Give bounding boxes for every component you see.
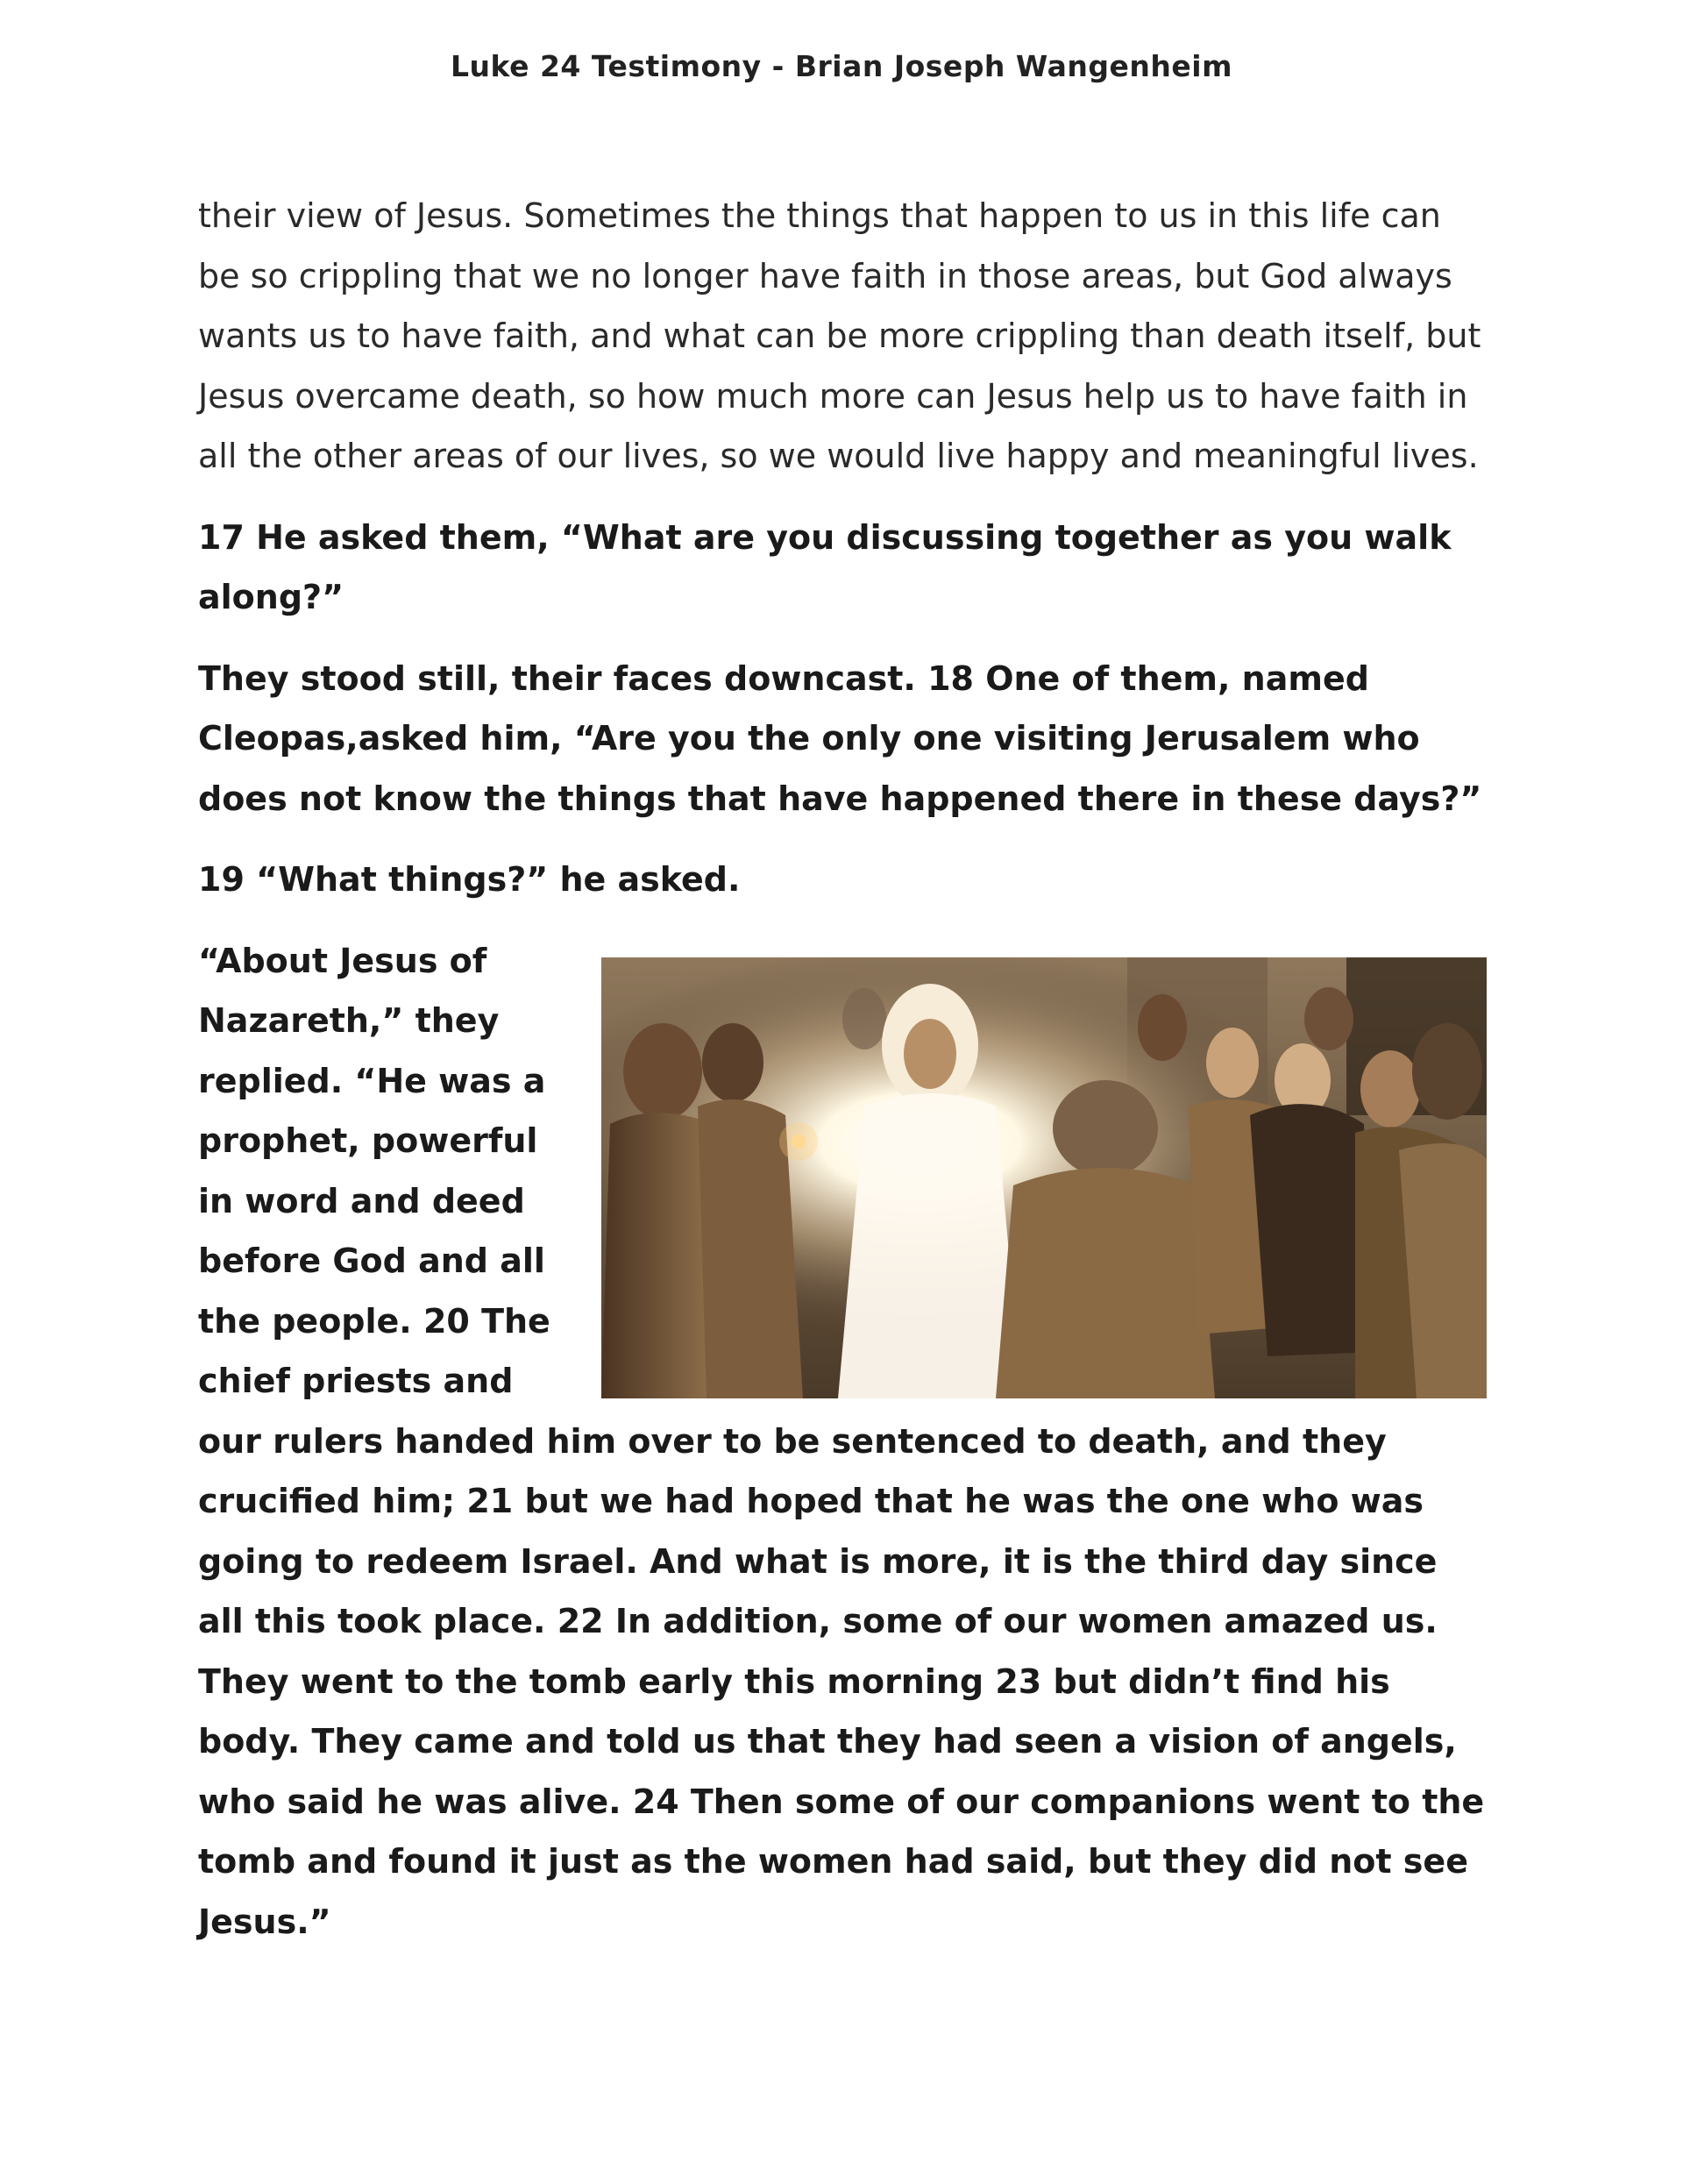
paragraph-verse-18: They stood still, their faces downcast. 18 One of them, named Cleopas,asked him, “Are you the only one visiting Jerusalem who does not know the things that have happened there in these days?”: [198, 658, 1482, 818]
illustration-art: [601, 957, 1487, 1398]
paragraph-verse-17: 17 He asked them, “What are you discussing together as you walk along?”: [198, 517, 1452, 616]
resurrected-jesus-illustration: [601, 957, 1487, 1398]
page-header: Luke 24 Testimony - Brian Joseph Wangenheim: [451, 49, 1232, 83]
verse-19-24-text: “About Jesus of Nazareth,” they replied. “He was a prophet, powerful in word and deed before God and all the people. 20 The chief priests and our rulers handed him over to be sentenced to death, and they crucified him; 21 but we had hoped that he was the one who was going to redeem Israel. And what is more, it is the third day since all this took place. 22 In addition, some of our women amazed us. They went to the tomb early this morning 23 but didn’t find his body. They came and told us that they had seen a vision of angels, who said he was alive. 24 Then some of our companions went to the tomb and found it just as the women had said, but they did not see Jesus.”: [198, 941, 1485, 1941]
paragraph-verse-19: 19 “What things?” he asked.: [198, 860, 741, 899]
paragraph-verse-19-24: [198, 931, 1487, 1953]
paragraph-reflection: their view of Jesus. Sometimes the things that happen to us in this life can be so crippling that we no longer have faith in those areas, but God always wants us to have faith, and what can be more crippling than death itself, but Jesus overcame death, so how much more can Jesus help us to have faith in all the other areas of our lives, so we would live happy and meaningful lives.: [198, 196, 1481, 475]
document-body: [198, 186, 1487, 1952]
